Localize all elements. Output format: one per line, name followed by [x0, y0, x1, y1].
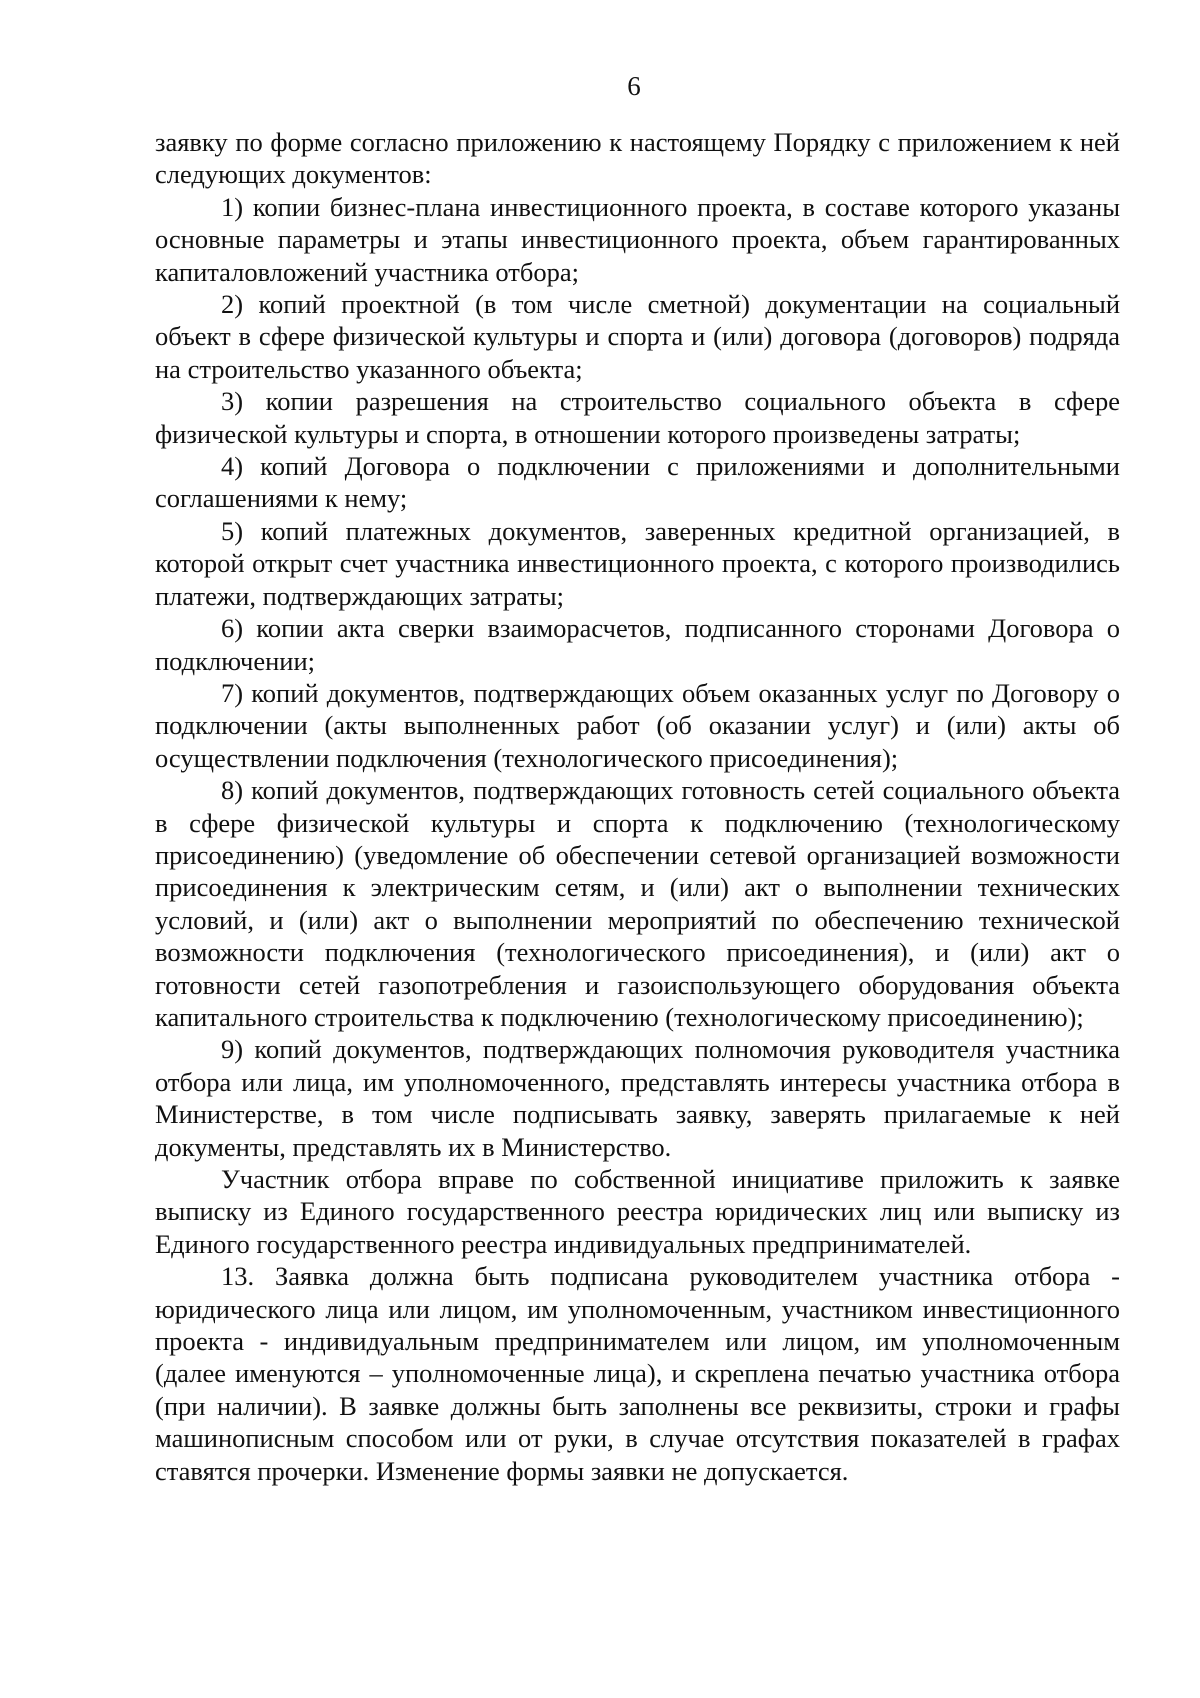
page-number: 6: [627, 71, 641, 101]
list-item-9: 9) копий документов, подтверждающих полномочия руководителя участника отбора или лица, им уполномоченного, представлять интересы участника отбора в Министерстве, в том числе подписывать заявку, заверять прилагаемые к ней документы, представлять их в Министерство.: [155, 1034, 1120, 1162]
paragraph-clause-13: 13. Заявка должна быть подписана руководителем участника отбора - юридического лица или лицом, им уполномоченным, участником инвестиционного проекта - индивидуальным предпринимателем или лицом, им уполномоченным (далее именуются – уполномоченные лица), и скреплена печатью участника отбора (при наличии). В заявке должны быть заполнены все реквизиты, строки и графы машинописным способом или от руки, в случае отсутствия показателей в графах ставятся прочерки. Изменение формы заявки не допускается.: [155, 1261, 1120, 1486]
list-item-4: 4) копий Договора о подключении с приложениями и дополнительными соглашениями к нему;: [155, 451, 1120, 514]
list-item-8: 8) копий документов, подтверждающих готовность сетей социального объекта в сфере физической культуры и спорта к подключению (технологическому присоединению) (уведомление об обеспечении сетевой организацией возможности присоединения к электрическим сетям, и (или) акт о выполнении технических условий, и (или) акт о выполнении мероприятий по обеспечению технической возможности подключения (технологического присоединения), и (или) акт о готовности сетей газопотребления и газоиспользующего оборудования объекта капитального строительства к подключению (технологическому присоединению);: [155, 775, 1120, 1032]
list-item-3: 3) копии разрешения на строительство социального объекта в сфере физической культуры и спорта, в отношении которого произведены затраты;: [155, 386, 1120, 449]
list-item-5: 5) копий платежных документов, заверенных кредитной организацией, в которой открыт счет участника инвестиционного проекта, с которого производились платежи, подтверждающих затраты;: [155, 515, 1120, 611]
list-item-7: 7) копий документов, подтверждающих объем оказанных услуг по Договору о подключении (акты выполненных работ (об оказании услуг) и (или) акты об осуществлении подключения (технологического присоединения);: [155, 677, 1120, 773]
list-item-6: 6) копии акта сверки взаиморасчетов, подписанного сторонами Договора о подключении;: [155, 613, 1120, 676]
list-item-2: 2) копий проектной (в том числе сметной) документации на социальный объект в сфере физической культуры и спорта и (или) договора (договоров) подряда на строительство указанного объекта;: [155, 289, 1120, 384]
document-body: [155, 126, 1120, 1487]
paragraph-optional-extract: Участник отбора вправе по собственной инициативе приложить к заявке выписку из Единого государственного реестра юридических лиц или выписку из Единого государственного реестра индивидуальных предпринимателей.: [155, 1164, 1120, 1259]
list-item-1: 1) копии бизнес-плана инвестиционного проекта, в составе которого указаны основные параметры и этапы инвестиционного проекта, объем гарантированных капиталовложений участника отбора;: [155, 191, 1120, 287]
paragraph-intro: заявку по форме согласно приложению к настоящему Порядку с приложением к ней следующих документов:: [155, 127, 1120, 190]
